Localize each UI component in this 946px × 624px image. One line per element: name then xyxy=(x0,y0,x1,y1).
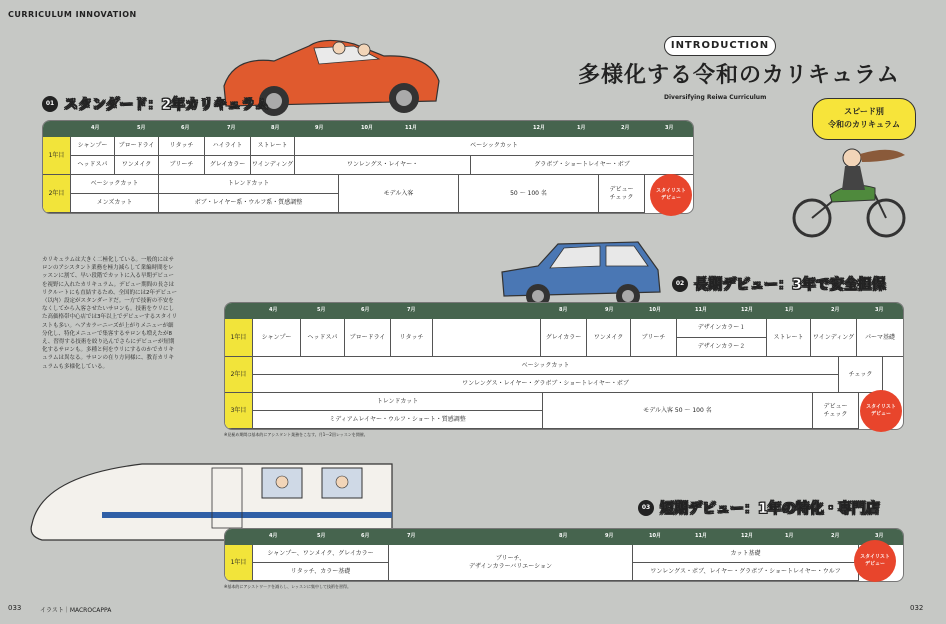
s1-cell: メンズカット xyxy=(71,194,159,213)
s1-cell: ワンレングス・レイヤー・ xyxy=(295,156,471,175)
s2-month: 9月 xyxy=(605,307,614,313)
s3-design-color: デザインカラーバリエーション xyxy=(469,562,552,570)
body-text: カリキュラムは大きく二極化している。一般的にはサロンのアシスタント業務を極力減らして業編時間をレッスンに割て、早い段階でカットに入る早期デビューを視野に入れたカリキュラム。デビュー期間の長さはリクルートにも直結するため、全国的には2年デビュー（以内）設定がスタンダードだ。一方で技術の不安をなくしてから入客させたいサロンも。技術をウリにした高価格帯中心店では3年以上でデビューするスタイリストも多い。ヘアカラーニーズが上がりメニューが細分化し、特化メニューで集客するサロンも増えたが8え、習得する技術を絞り込んでさらにデビューが短期化するサロンも。多種と何をウリにするのかでカリキュラムは異なる。サロンの在り方同様に、教育カリキュラムも多様化している。 xyxy=(42,257,178,370)
s1-month: 12月 xyxy=(533,125,545,131)
s2-month: 10月 xyxy=(649,307,661,313)
s3-cell: ワンレングス・ボブ、レイヤー・グラボブ・ショートレイヤー・ウルフ xyxy=(633,563,859,581)
s2-cell: トレンドカット xyxy=(253,393,543,411)
s1-cell: ストレート xyxy=(251,137,295,156)
s2-cell: ワンメイク xyxy=(587,319,631,357)
s1-debut: デビュー xyxy=(609,185,634,193)
s2-cell: デザインカラー１ xyxy=(677,319,767,338)
s2-cell: ヘッドスパ xyxy=(301,319,345,357)
s3-month: 2月 xyxy=(831,533,840,539)
s1-cell: トレンドカット xyxy=(159,175,339,194)
s1-month: 2月 xyxy=(621,125,630,131)
right-page-number: 032 xyxy=(910,604,924,612)
s2-note: ※見極め期間は基本的にアシスタント業務をこなす。月1〜2回レッスンを開催。 xyxy=(224,432,368,437)
s3-stylist-debut-stamp: スタイリスト デビュー xyxy=(854,540,896,582)
section1-title xyxy=(42,94,269,114)
s3-month: 6月 xyxy=(361,533,370,539)
s2-debut: デビュー xyxy=(823,402,848,410)
s1-check: チェック xyxy=(609,193,634,201)
s1-cell: シャンプー xyxy=(71,137,115,156)
section3-table-header xyxy=(225,529,903,545)
s3-month: 3月 xyxy=(875,533,884,539)
section1-table-header xyxy=(43,121,693,137)
s2-month: 1月 xyxy=(785,307,794,313)
illustration-credit: イラスト｜MACROCAPPA xyxy=(40,607,112,614)
s3-month: 9月 xyxy=(605,533,614,539)
s1-cell: ヘッドスパ xyxy=(71,156,115,175)
s1-cell: 50 〜 100 名 xyxy=(459,175,599,213)
s3-month: 5月 xyxy=(317,533,326,539)
s2-year3: 3年目 xyxy=(225,393,253,429)
s1-month: 6月 xyxy=(181,125,190,131)
s2-debut-check xyxy=(813,393,859,429)
s2-cell: デザインカラー２ xyxy=(677,338,767,357)
s1-cell: ハイライト xyxy=(205,137,251,156)
s2-check: チェック xyxy=(823,410,848,418)
s2-cell: ストレート xyxy=(767,319,811,357)
s2-cell: モデル入客 50 〜 100 名 xyxy=(543,393,813,429)
s1-cell: モデル入客 xyxy=(339,175,459,213)
s3-note: ※基本的にアシストワークを減らし、レッスンに集中して技術を習得。 xyxy=(224,584,352,589)
s2-month: 4月 xyxy=(269,307,278,313)
section1-num: 01 xyxy=(42,96,58,112)
s2-cell: ブリーチ xyxy=(631,319,677,357)
s3-month: 8月 xyxy=(559,533,568,539)
s2-cell: リタッチ xyxy=(391,319,433,357)
s3-bleach: ブリーチ、 xyxy=(495,554,526,562)
s2-month: 5月 xyxy=(317,307,326,313)
s2-cell: パーマ基礎 xyxy=(857,319,903,357)
section2-title xyxy=(672,274,886,294)
section3-title xyxy=(638,498,880,518)
section1-title-text: スタンダード：2年カリキュラム xyxy=(64,97,270,113)
section2-table-header xyxy=(225,303,903,319)
s2-month: 11月 xyxy=(695,307,707,313)
s1-month: 9月 xyxy=(315,125,324,131)
s2-cell-empty xyxy=(433,319,541,357)
s1-debut-check xyxy=(599,175,645,213)
speech-bubble xyxy=(812,98,916,140)
s2-cell: ベーシックカット xyxy=(253,357,839,375)
page-subtitle: Diversifying Reiwa Curriculum xyxy=(664,94,767,101)
s3-cell: カット基礎 xyxy=(633,545,859,563)
s2-year1: 1年目 xyxy=(225,319,253,357)
s2-cell: シャンプー xyxy=(253,319,301,357)
s2-cell: ワインディング xyxy=(811,319,857,357)
s1-cell: ベーシックカット xyxy=(295,137,693,156)
intro-pill: INTRODUCTION xyxy=(664,36,776,56)
s2-month: 7月 xyxy=(407,307,416,313)
section1-table xyxy=(42,120,694,214)
s3-month: 4月 xyxy=(269,533,278,539)
s3-month: 12月 xyxy=(741,533,753,539)
section2-table xyxy=(224,302,904,430)
s2-month: 3月 xyxy=(875,307,884,313)
s3-month: 7月 xyxy=(407,533,416,539)
s1-year1: 1年目 xyxy=(43,137,71,175)
section3-num: 03 xyxy=(638,500,654,516)
s1-stylist-debut-stamp: スタイリスト デビュー xyxy=(650,174,692,216)
s2-cell: グレイカラー xyxy=(541,319,587,357)
s1-month: 5月 xyxy=(137,125,146,131)
s1-month: 11月 xyxy=(405,125,417,131)
s1-cell: グラボブ・ショートレイヤー・ボブ xyxy=(471,156,693,175)
section3-table xyxy=(224,528,904,582)
s2-month: 12月 xyxy=(741,307,753,313)
s1-month: 7月 xyxy=(227,125,236,131)
s1-cell: ブロードライ xyxy=(115,137,159,156)
section2-title-text: 長期デビュー：3年で安全担保 xyxy=(694,277,886,293)
s2-cell: ミディアムレイヤー・ウルフ・ショート・質感調整 xyxy=(253,411,543,429)
s3-bleach-cell xyxy=(389,545,633,581)
s3-month: 1月 xyxy=(785,533,794,539)
s1-cell: グレイカラー xyxy=(205,156,251,175)
bubble-line2: 令和のカリキュラム xyxy=(828,120,900,129)
page-title: 多様化する令和のカリキュラム xyxy=(578,63,900,88)
motorcycle-illustration xyxy=(790,140,910,240)
section3-title-text: 短期デビュー：1年の特化・専門店 xyxy=(660,501,880,517)
s3-month: 11月 xyxy=(695,533,707,539)
section2-num: 02 xyxy=(672,276,688,292)
s3-month: 10月 xyxy=(649,533,661,539)
s1-cell: ワンメイク xyxy=(115,156,159,175)
s3-cell: リタッチ、カラー基礎 xyxy=(253,563,389,581)
s1-month: 10月 xyxy=(361,125,373,131)
blue-car-illustration xyxy=(498,236,668,310)
s1-month: 3月 xyxy=(665,125,674,131)
s2-month: 8月 xyxy=(559,307,568,313)
s2-month: 6月 xyxy=(361,307,370,313)
s1-cell: リタッチ xyxy=(159,137,205,156)
s3-cell: シャンプー、ワンメイク、グレイカラー xyxy=(253,545,389,563)
s1-month: 8月 xyxy=(271,125,280,131)
s1-year2: 2年目 xyxy=(43,175,71,213)
s1-cell: ブリーチ xyxy=(159,156,205,175)
s1-cell: ボブ・レイヤー系・ウルフ系・質感調整 xyxy=(159,194,339,213)
section-label: CURRICULUM INNOVATION xyxy=(8,10,137,19)
bubble-line1: スピード別 xyxy=(844,107,884,116)
s2-cell: ワンレングス・レイヤー・グラボブ・ショートレイヤー・ボブ xyxy=(253,375,839,393)
s2-cell: ブロードライ xyxy=(345,319,391,357)
left-page-number: 033 xyxy=(8,604,22,612)
s2-year2: 2年目 xyxy=(225,357,253,393)
s3-year1: 1年目 xyxy=(225,545,253,581)
s1-month: 1月 xyxy=(577,125,586,131)
s2-stylist-debut-stamp: スタイリスト デビュー xyxy=(860,390,902,432)
s2-month: 2月 xyxy=(831,307,840,313)
s1-month: 4月 xyxy=(91,125,100,131)
s1-cell: ワインディング xyxy=(251,156,295,175)
s1-cell: ベーシックカット xyxy=(71,175,159,194)
s2-cell: チェック xyxy=(839,357,883,393)
